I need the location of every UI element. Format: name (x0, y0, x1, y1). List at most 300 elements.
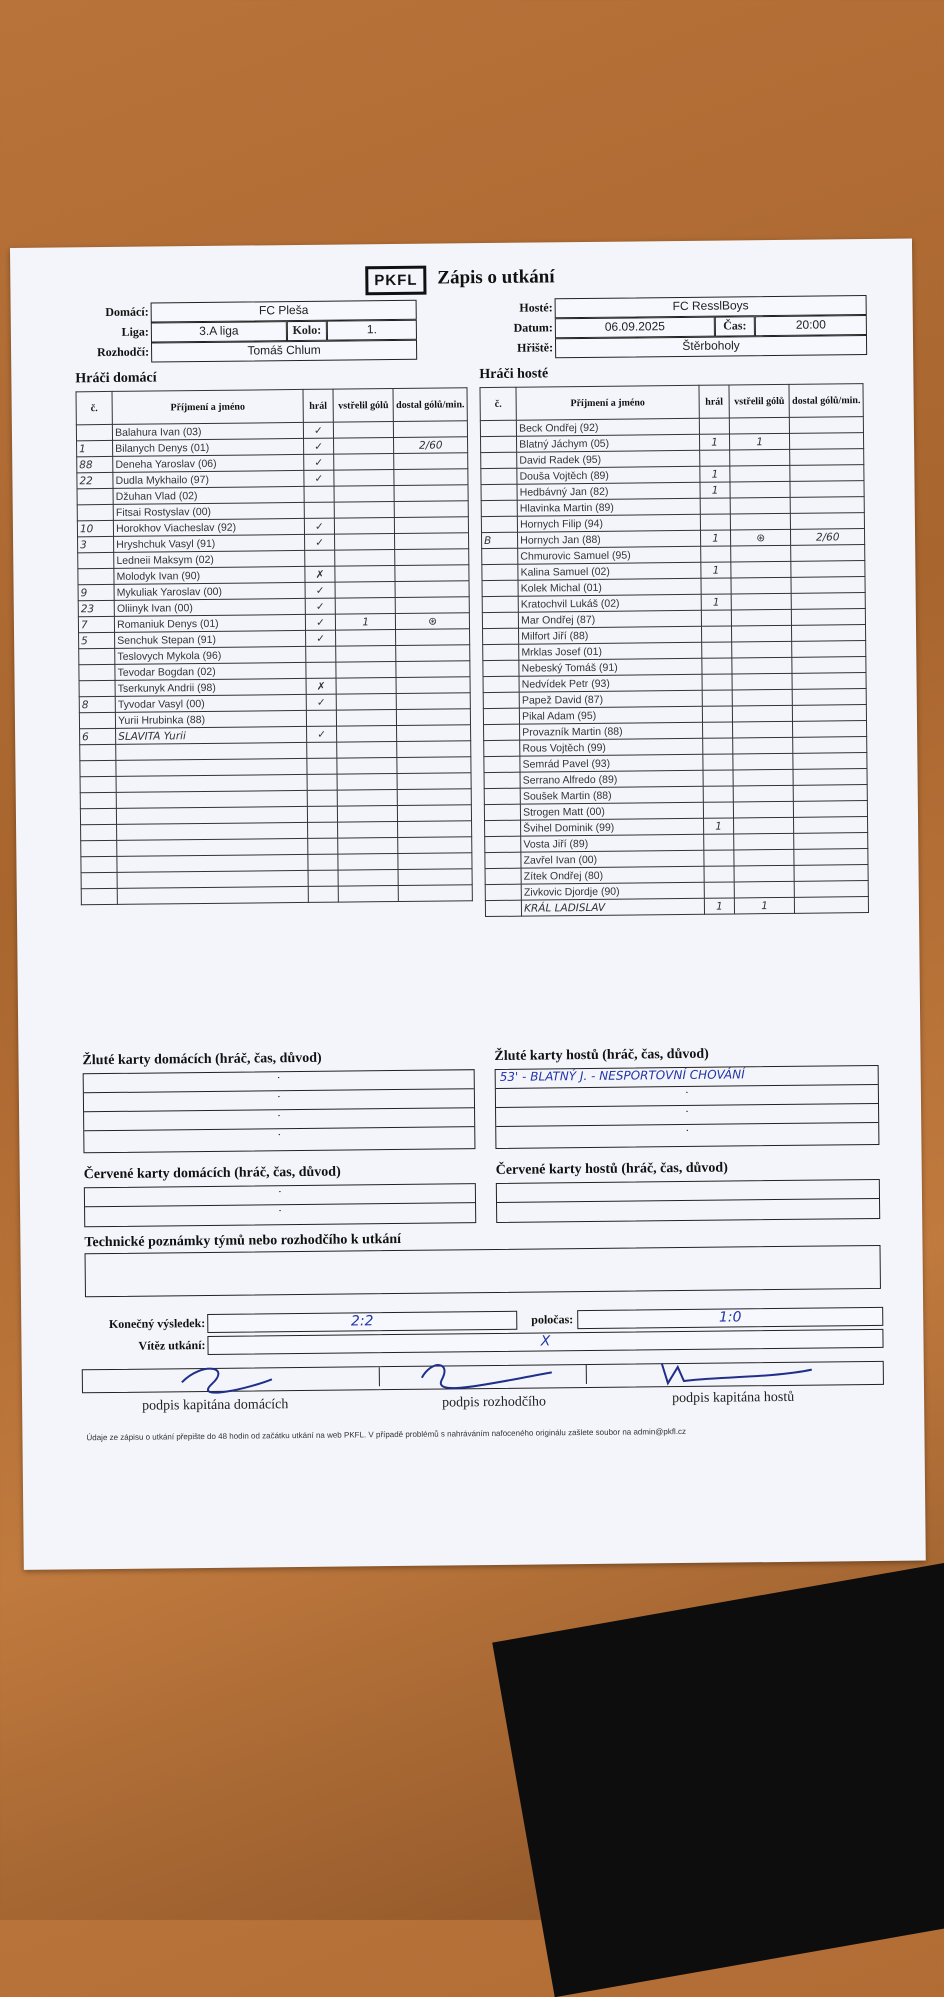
player-number: 3 (78, 536, 114, 552)
player-number: 10 (77, 520, 113, 536)
goals-conceded (794, 849, 868, 866)
goals-scored (335, 581, 395, 598)
goals-conceded (790, 417, 864, 434)
col-played: hrál (303, 389, 333, 422)
player-name: Tevodar Bogdan (02) (115, 662, 306, 680)
player-name: Kolek Michal (01) (518, 578, 701, 596)
goals-conceded (397, 709, 471, 726)
player-number (483, 692, 519, 708)
final-score-label: Konečný výsledek: (108, 1316, 206, 1332)
table-row (81, 885, 472, 905)
goals-conceded (396, 629, 470, 646)
player-number (79, 680, 115, 696)
player-number (485, 900, 521, 916)
goals-conceded (793, 737, 867, 754)
goals-scored (334, 469, 394, 486)
player-number (78, 552, 114, 568)
player-name: Mar Ondřej (87) (518, 610, 701, 628)
goals-scored (338, 885, 398, 902)
played-mark (702, 722, 732, 738)
goals-conceded (395, 565, 469, 582)
player-number (80, 744, 116, 760)
player-number (79, 664, 115, 680)
player-name: Semrád Pavel (93) (520, 754, 703, 772)
goals-conceded (395, 533, 469, 550)
goals-conceded (398, 789, 472, 806)
player-name: Oliinyk Ivan (00) (114, 598, 305, 616)
col-conceded: dostal gólů/min. (789, 384, 863, 418)
player-number (483, 660, 519, 676)
player-number (482, 548, 518, 564)
player-name: Douša Vojtěch (89) (517, 466, 700, 484)
goals-scored (732, 641, 792, 658)
guests-label: Hosté: (519, 300, 553, 315)
player-name: Švihel Dominik (99) (521, 818, 704, 836)
goals-conceded (790, 449, 864, 466)
player-name: Romaniuk Denys (01) (115, 614, 306, 632)
played-mark (304, 486, 334, 502)
guest-roster-table (479, 383, 869, 917)
goals-conceded (793, 753, 867, 770)
player-name: Senchuk Stepan (91) (115, 630, 306, 648)
goals-scored (733, 785, 793, 802)
player-number: B (482, 532, 518, 548)
player-number: 6 (80, 728, 116, 744)
player-number: 7 (78, 616, 114, 632)
goals-conceded: 2/60 (394, 437, 468, 454)
player-name: Milfort Jiří (88) (519, 626, 702, 644)
played-mark (307, 790, 337, 806)
player-number (482, 564, 518, 580)
guest-yellow-box: 53' - BLATNÝ J. - NESPORTOVNÍ CHOVÁNÍ · · · (495, 1065, 880, 1149)
player-number (483, 628, 519, 644)
player-number (80, 808, 116, 824)
player-name: Nebeský Tomáš (91) (519, 658, 702, 676)
player-number (80, 792, 116, 808)
player-name: Džuhan Vlad (02) (113, 486, 304, 504)
goals-conceded (791, 593, 865, 610)
played-mark: 1 (700, 482, 730, 498)
played-mark (704, 866, 734, 882)
referee-label: Rozhodčí: (97, 344, 150, 360)
played-mark: 1 (700, 466, 730, 482)
player-number (483, 708, 519, 724)
player-number (76, 424, 112, 440)
goals-conceded (398, 837, 472, 854)
player-number: 5 (79, 632, 115, 648)
goals-scored (335, 549, 395, 566)
played-mark (703, 738, 733, 754)
goals-scored (734, 881, 794, 898)
player-name: Zítek Ondřej (80) (521, 866, 704, 884)
played-mark: 1 (701, 562, 731, 578)
played-mark (700, 498, 730, 514)
goals-scored (336, 693, 396, 710)
goals-conceded (792, 641, 866, 658)
goals-conceded (792, 625, 866, 642)
goals-conceded (395, 597, 469, 614)
player-name: Strogen Matt (00) (520, 802, 703, 820)
goals-scored (336, 677, 396, 694)
goals-scored (730, 465, 790, 482)
played-mark: ✓ (306, 726, 336, 742)
match-report-sheet (10, 239, 926, 1570)
played-mark: 1 (703, 818, 733, 834)
player-name: David Radek (95) (517, 450, 700, 468)
played-mark: ✓ (306, 694, 336, 710)
played-mark (308, 886, 338, 902)
notes-box (85, 1245, 881, 1297)
goals-conceded (397, 757, 471, 774)
played-mark (307, 758, 337, 774)
league-label: Liga: (121, 324, 149, 339)
goals-conceded (794, 865, 868, 882)
goals-conceded (791, 577, 865, 594)
home-yellow-heading: Žluté karty domácích (hráč, čas, důvod) (82, 1050, 322, 1069)
player-name: Ledneii Maksym (02) (114, 550, 305, 568)
goals-conceded (795, 897, 869, 914)
goals-scored (336, 661, 396, 678)
player-name: Serrano Alfredo (89) (520, 770, 703, 788)
league-field: 3.A liga (151, 321, 287, 342)
goals-scored (733, 769, 793, 786)
player-number (481, 500, 517, 516)
player-name (117, 822, 308, 840)
goals-conceded (395, 549, 469, 566)
player-name: Rous Vojtěch (99) (520, 738, 703, 756)
player-name: Mrklas Josef (01) (519, 642, 702, 660)
pkfl-logo: PKFL (365, 266, 426, 296)
player-number (484, 788, 520, 804)
goals-scored: 1 (730, 433, 790, 450)
player-name: Kratochvil Lukáš (02) (518, 594, 701, 612)
round-field: 1. (327, 320, 417, 341)
guest-captain-signature-label: podpis kapitána hostů (672, 1389, 795, 1407)
goals-scored (338, 837, 398, 854)
player-name: Kalina Samuel (02) (518, 562, 701, 580)
goals-scored (733, 753, 793, 770)
goals-conceded (394, 453, 468, 470)
goals-conceded (398, 821, 472, 838)
goals-scored (338, 821, 398, 838)
goals-scored (731, 561, 791, 578)
player-number (79, 712, 115, 728)
played-mark (702, 674, 732, 690)
goals-scored (334, 453, 394, 470)
goals-conceded (397, 725, 471, 742)
player-name: Zivkovic Djordje (90) (521, 882, 704, 900)
player-number (481, 452, 517, 468)
played-mark: ✓ (304, 534, 334, 550)
goals-conceded (790, 433, 864, 450)
player-number (80, 760, 116, 776)
player-number (481, 484, 517, 500)
halftime-label: poločas: (531, 1312, 574, 1327)
played-mark (704, 850, 734, 866)
goals-scored (334, 501, 394, 518)
player-name: Hedbávný Jan (82) (517, 482, 700, 500)
home-roster-table (76, 387, 473, 905)
goals-scored (733, 737, 793, 754)
home-red-box: · · (84, 1183, 476, 1227)
date-field: 06.09.2025 (555, 317, 715, 339)
player-number (81, 840, 117, 856)
guest-yellow-heading: Žluté karty hostů (hráč, čas, důvod) (494, 1046, 709, 1064)
played-mark (701, 626, 731, 642)
goals-conceded (791, 545, 865, 562)
played-mark: ✓ (305, 598, 335, 614)
player-number: 22 (77, 472, 113, 488)
player-number (482, 612, 518, 628)
player-name: Blatný Jáchym (05) (517, 434, 700, 452)
time-label: Čas: (715, 316, 755, 336)
player-name: Chmurovic Samuel (95) (518, 546, 701, 564)
goals-scored (732, 673, 792, 690)
player-name (117, 854, 308, 872)
goals-conceded (398, 853, 472, 870)
goals-scored (336, 629, 396, 646)
player-number (81, 856, 117, 872)
player-name: Nedvídek Petr (93) (519, 674, 702, 692)
home-label: Domácí: (105, 304, 149, 320)
goals-conceded (793, 705, 867, 722)
goals-conceded (395, 581, 469, 598)
player-name: Pikal Adam (95) (519, 706, 702, 724)
played-mark (307, 806, 337, 822)
played-mark: 1 (704, 898, 734, 914)
col-no: č. (480, 387, 516, 420)
player-number (481, 516, 517, 532)
goals-scored (730, 481, 790, 498)
home-red-heading: Červené karty domácích (hráč, čas, důvod) (83, 1164, 341, 1183)
goals-conceded (396, 693, 470, 710)
played-mark: ✓ (303, 422, 333, 438)
player-name (116, 742, 307, 760)
played-mark (703, 770, 733, 786)
guest-red-heading: Červené karty hostů (hráč, čas, důvod) (495, 1160, 728, 1178)
played-mark: 1 (701, 594, 731, 610)
goals-conceded (394, 469, 468, 486)
player-name (116, 774, 307, 792)
player-name: Teslovych Mykola (96) (115, 646, 306, 664)
goals-conceded (794, 833, 868, 850)
player-name: Yurii Hrubinka (88) (116, 710, 307, 728)
played-mark (308, 854, 338, 870)
played-mark: ✗ (305, 566, 335, 582)
goals-scored (732, 657, 792, 674)
player-number (81, 824, 117, 840)
goals-scored (335, 597, 395, 614)
goals-scored (337, 725, 397, 742)
played-mark (304, 502, 334, 518)
goals-conceded (398, 869, 472, 886)
dark-background-object (492, 1563, 944, 1997)
player-name: Zavřel Ivan (00) (521, 850, 704, 868)
goals-scored (337, 789, 397, 806)
goals-scored (335, 565, 395, 582)
round-label: Kolo: (287, 321, 327, 341)
player-name: Tyvodar Vasyl (00) (115, 694, 306, 712)
player-name: Balahura Ivan (03) (112, 422, 303, 440)
played-mark (307, 774, 337, 790)
winner-label: Vítěz utkání: (138, 1338, 206, 1353)
col-scored: vstřelil gólů (729, 384, 790, 418)
player-name (116, 758, 307, 776)
player-name: KRÁL LADISLAV (521, 898, 704, 916)
player-number (78, 568, 114, 584)
guest-yellow-entry: 53' - BLATNÝ J. - NESPORTOVNÍ CHOVÁNÍ (496, 1066, 878, 1089)
player-number (485, 884, 521, 900)
goals-scored (731, 609, 791, 626)
notes-heading: Technické poznámky týmů nebo rozhodčího k utkání (84, 1231, 402, 1251)
player-number: 1 (77, 440, 113, 456)
goals-scored (337, 773, 397, 790)
player-number (483, 644, 519, 660)
played-mark (702, 658, 732, 674)
goals-conceded (794, 817, 868, 834)
played-mark (306, 710, 336, 726)
referee-signature-label: podpis rozhodčího (442, 1394, 547, 1411)
player-number (483, 676, 519, 692)
player-number (77, 488, 113, 504)
goals-conceded (399, 885, 473, 902)
goals-conceded (398, 805, 472, 822)
player-number (484, 772, 520, 788)
player-name (117, 838, 308, 856)
played-mark: ✗ (306, 678, 336, 694)
goals-scored (337, 757, 397, 774)
goals-conceded (792, 673, 866, 690)
goals-scored (334, 517, 394, 534)
goals-scored (337, 741, 397, 758)
goals-scored (730, 497, 790, 514)
player-number: 9 (78, 584, 114, 600)
goals-conceded (793, 769, 867, 786)
col-played: hrál (699, 385, 729, 418)
goals-scored (734, 833, 794, 850)
played-mark (700, 514, 730, 530)
goals-scored (731, 577, 791, 594)
col-name: Příjmení a jméno (516, 385, 699, 420)
player-name (117, 886, 308, 904)
goals-scored (734, 817, 794, 834)
player-number (482, 580, 518, 596)
player-number: 23 (78, 600, 114, 616)
pitch-label: Hřiště: (517, 340, 554, 355)
goals-scored (730, 449, 790, 466)
col-scored: vstřelil gólů (333, 388, 394, 422)
player-number (81, 888, 117, 904)
time-field: 20:00 (755, 315, 867, 336)
goals-scored (732, 625, 792, 642)
player-number (485, 820, 521, 836)
goals-conceded (792, 689, 866, 706)
goals-conceded (791, 561, 865, 578)
player-name: Beck Ondřej (92) (516, 418, 699, 436)
col-name: Příjmení a jméno (112, 389, 303, 424)
goals-scored (338, 853, 398, 870)
played-mark: ✓ (305, 582, 335, 598)
played-mark (308, 838, 338, 854)
player-name: Bilanych Denys (01) (113, 438, 304, 456)
col-conceded: dostal gólů/min. (393, 388, 467, 422)
player-name: Horokhov Viacheslav (92) (113, 518, 304, 536)
played-mark (704, 834, 734, 850)
player-number (485, 852, 521, 868)
goals-conceded (793, 785, 867, 802)
goals-scored (334, 485, 394, 502)
player-number (485, 868, 521, 884)
goals-conceded (793, 721, 867, 738)
played-mark: ✓ (304, 470, 334, 486)
goals-conceded (396, 645, 470, 662)
player-number (80, 776, 116, 792)
winner-field: X (207, 1329, 883, 1355)
goals-scored (730, 513, 790, 530)
player-name: Vosta Jiří (89) (521, 834, 704, 852)
played-mark (700, 450, 730, 466)
played-mark (703, 754, 733, 770)
player-number (81, 872, 117, 888)
goals-conceded: 2/60 (791, 529, 865, 546)
goals-conceded (792, 657, 866, 674)
goals-scored (334, 437, 394, 454)
player-number (480, 420, 516, 436)
date-label: Datum: (513, 320, 553, 335)
played-mark (308, 870, 338, 886)
player-name: Papež David (87) (519, 690, 702, 708)
played-mark (703, 786, 733, 802)
player-number (481, 468, 517, 484)
table-row (485, 897, 868, 917)
player-name: Tserkunyk Andrii (98) (115, 678, 306, 696)
player-name (117, 806, 308, 824)
player-number (79, 648, 115, 664)
player-number: 88 (77, 456, 113, 472)
played-mark (306, 662, 336, 678)
goals-conceded (396, 677, 470, 694)
goals-conceded (397, 741, 471, 758)
played-mark (307, 822, 337, 838)
goals-conceded (794, 881, 868, 898)
player-name: Soušek Martin (88) (520, 786, 703, 804)
col-no: č. (76, 391, 112, 424)
goals-conceded (794, 801, 868, 818)
player-number (484, 804, 520, 820)
home-players-heading: Hráči domácí (75, 370, 157, 387)
played-mark (702, 706, 732, 722)
final-score-field: 2:2 (207, 1311, 517, 1333)
goals-scored (733, 721, 793, 738)
played-mark (306, 646, 336, 662)
goals-scored (337, 805, 397, 822)
played-mark (699, 418, 729, 434)
player-name: Molodyk Ivan (90) (114, 566, 305, 584)
played-mark (305, 550, 335, 566)
home-captain-signature-label: podpis kapitána domácích (142, 1397, 289, 1414)
goals-scored (732, 689, 792, 706)
played-mark (701, 578, 731, 594)
goals-scored (733, 801, 793, 818)
goals-conceded (790, 481, 864, 498)
goals-scored (732, 705, 792, 722)
goals-scored (336, 645, 396, 662)
played-mark: ✓ (305, 614, 335, 630)
goals-scored: 1 (335, 613, 395, 630)
player-number (481, 436, 517, 452)
played-mark (702, 642, 732, 658)
player-number (482, 596, 518, 612)
